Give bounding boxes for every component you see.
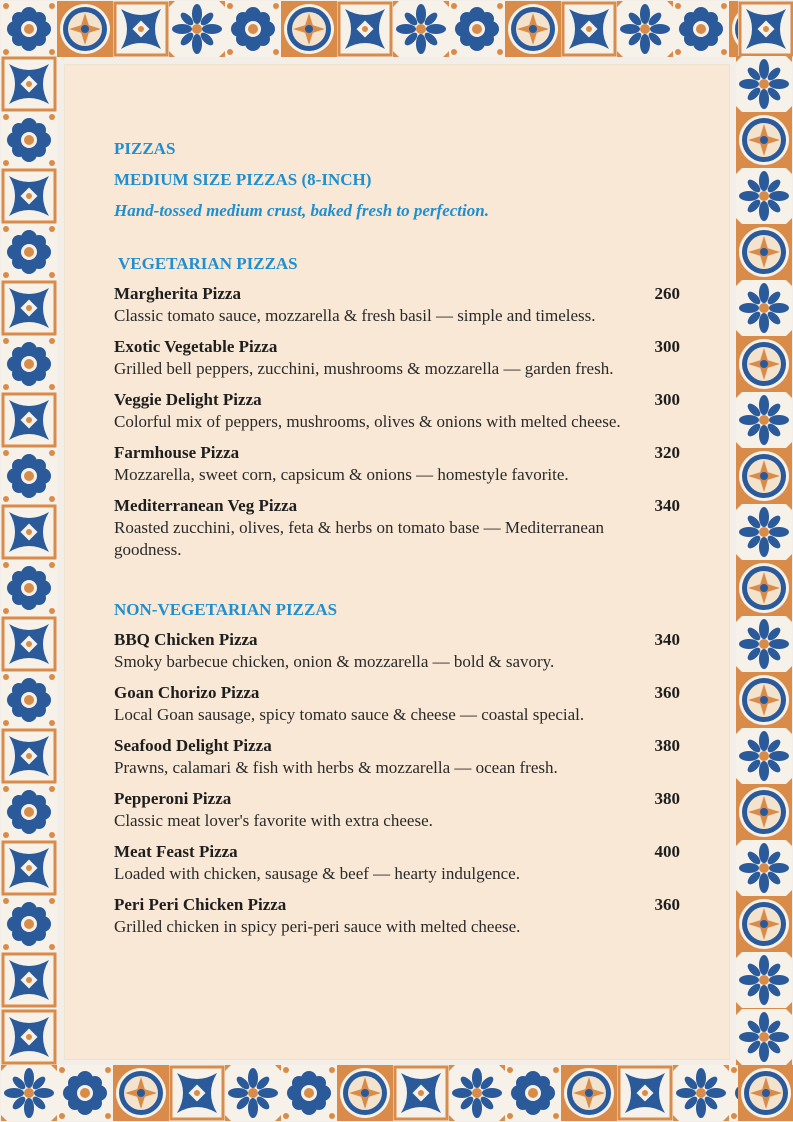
item-description: Smoky barbecue chicken, onion & mozzarella — bold & savory.: [114, 652, 555, 671]
tile-flower-icon: [1, 336, 57, 392]
tile-medallion-icon: [736, 784, 792, 840]
tile-medallion-icon: [736, 896, 792, 952]
tile-star-icon: [736, 280, 792, 336]
tile-flower-icon: [1, 560, 57, 616]
tile-scroll-icon: [617, 1065, 673, 1121]
item-description: Mozzarella, sweet corn, capsicum & onions — homestyle favorite.: [114, 465, 569, 484]
tile-flower-icon: [281, 1065, 337, 1121]
item-description: Classic meat lover's favorite with extra cheese.: [114, 811, 433, 830]
tile-flower-icon: [1, 112, 57, 168]
menu-section: [114, 599, 684, 938]
tile-star-icon: [736, 392, 792, 448]
item-price: 380: [654, 789, 680, 808]
tile-medallion-icon: [736, 336, 792, 392]
tile-medallion-icon: [281, 1, 337, 57]
tile-scroll-icon: [113, 1, 169, 57]
tile-scroll-icon: [1, 504, 57, 560]
menu-item: [114, 841, 684, 885]
item-description: Loaded with chicken, sausage & beef — hearty indulgence.: [114, 864, 520, 883]
menu-section: [114, 253, 684, 561]
tile-star-icon: [736, 1009, 792, 1065]
menu-item: [114, 442, 684, 486]
tile-flower-icon: [1, 1, 57, 57]
item-name: Mediterranean Veg Pizza: [114, 496, 298, 515]
item-price: 400: [654, 842, 680, 861]
tile-star-icon: [673, 1065, 729, 1121]
tile-star-icon: [617, 1, 673, 57]
tile-scroll-icon: [169, 1065, 225, 1121]
tile-star-icon: [736, 56, 792, 112]
tile-scroll-icon: [1, 392, 57, 448]
item-name: Margherita Pizza: [114, 284, 241, 303]
item-price: 320: [654, 443, 680, 462]
tile-medallion-icon: [337, 1065, 393, 1121]
item-name: Pepperoni Pizza: [114, 789, 232, 808]
tile-scroll-icon: [1, 952, 57, 1008]
item-description: Classic tomato sauce, mozzarella & fresh basil — simple and timeless.: [114, 306, 596, 325]
item-name: Goan Chorizo Pizza: [114, 683, 260, 702]
tile-flower-icon: [1, 896, 57, 952]
menu-item: [114, 788, 684, 832]
tile-scroll-icon: [1, 840, 57, 896]
tagline: Hand-tossed medium crust, baked fresh to perfection.: [114, 201, 489, 220]
menu-item: [114, 495, 684, 561]
item-description: Grilled bell peppers, zucchini, mushrooms & mozzarella — garden fresh.: [114, 359, 614, 378]
item-price: 360: [654, 895, 680, 914]
item-name: Exotic Vegetable Pizza: [114, 337, 278, 356]
tile-star-icon: [736, 952, 792, 1008]
tile-star-icon: [736, 168, 792, 224]
item-price: 380: [654, 736, 680, 755]
tile-flower-icon: [449, 1, 505, 57]
item-description: Grilled chicken in spicy peri-peri sauce with melted cheese.: [114, 917, 521, 936]
tile-star-icon: [393, 1, 449, 57]
tile-medallion-icon: [736, 560, 792, 616]
tile-scroll-icon: [1, 56, 57, 112]
item-name: Meat Feast Pizza: [114, 842, 238, 861]
tile-medallion-icon: [561, 1065, 617, 1121]
tile-star-icon: [736, 616, 792, 672]
tile-flower-icon: [505, 1065, 561, 1121]
tile-medallion-icon: [738, 1065, 793, 1121]
tile-scroll-icon: [337, 1, 393, 57]
section-title: NON-VEGETARIAN PIZZAS: [114, 600, 338, 619]
category-title: PIZZAS: [114, 139, 176, 158]
menu-item: [114, 336, 684, 380]
tile-flower-icon: [1, 784, 57, 840]
tile-star-icon: [1, 1065, 57, 1121]
tile-scroll-icon: [1, 728, 57, 784]
tile-medallion-icon: [736, 672, 792, 728]
size-subtitle: MEDIUM SIZE PIZZAS (8-INCH): [114, 170, 372, 189]
item-description: Roasted zucchini, olives, feta & herbs on tomato base — Mediterranean goodness.: [114, 518, 605, 559]
item-name: Farmhouse Pizza: [114, 443, 240, 462]
item-price: 360: [654, 683, 680, 702]
tile-scroll-icon: [393, 1065, 449, 1121]
menu-content: [114, 138, 684, 938]
tile-flower-icon: [673, 1, 729, 57]
tile-flower-icon: [1, 224, 57, 280]
menu-item: [114, 894, 684, 938]
tile-star-icon: [169, 1, 225, 57]
tile-scroll-icon: [561, 1, 617, 57]
item-price: 340: [654, 630, 680, 649]
item-name: BBQ Chicken Pizza: [114, 630, 258, 649]
tile-flower-icon: [1, 448, 57, 504]
item-name: Peri Peri Chicken Pizza: [114, 895, 287, 914]
item-price: 340: [654, 496, 680, 515]
tile-medallion-icon: [736, 112, 792, 168]
tile-star-icon: [736, 504, 792, 560]
tile-scroll-icon: [1, 168, 57, 224]
menu-item: [114, 629, 684, 673]
item-name: Seafood Delight Pizza: [114, 736, 272, 755]
item-description: Colorful mix of peppers, mushrooms, olives & onions with melted cheese.: [114, 412, 621, 431]
menu-item: [114, 389, 684, 433]
tile-medallion-icon: [57, 1, 113, 57]
tile-star-icon: [225, 1065, 281, 1121]
item-description: Local Goan sausage, spicy tomato sauce & cheese — coastal special.: [114, 705, 585, 724]
item-description: Prawns, calamari & fish with herbs & mozzarella — ocean fresh.: [114, 758, 558, 777]
section-title: VEGETARIAN PIZZAS: [118, 254, 298, 273]
tile-star-icon: [736, 840, 792, 896]
tile-scroll-icon: [1, 280, 57, 336]
item-name: Veggie Delight Pizza: [114, 390, 262, 409]
item-price: 260: [654, 284, 680, 303]
tile-medallion-icon: [505, 1, 561, 57]
tile-medallion-icon: [113, 1065, 169, 1121]
tile-star-icon: [449, 1065, 505, 1121]
item-price: 300: [654, 390, 680, 409]
tile-scroll-icon: [1, 1009, 57, 1065]
menu-item: [114, 735, 684, 779]
tile-scroll-icon: [738, 1, 793, 57]
tile-medallion-icon: [736, 224, 792, 280]
tile-medallion-icon: [736, 448, 792, 504]
tile-flower-icon: [1, 672, 57, 728]
tile-star-icon: [736, 728, 792, 784]
menu-item: [114, 283, 684, 327]
tile-scroll-icon: [1, 616, 57, 672]
tile-flower-icon: [225, 1, 281, 57]
item-price: 300: [654, 337, 680, 356]
tile-flower-icon: [57, 1065, 113, 1121]
menu-item: [114, 682, 684, 726]
